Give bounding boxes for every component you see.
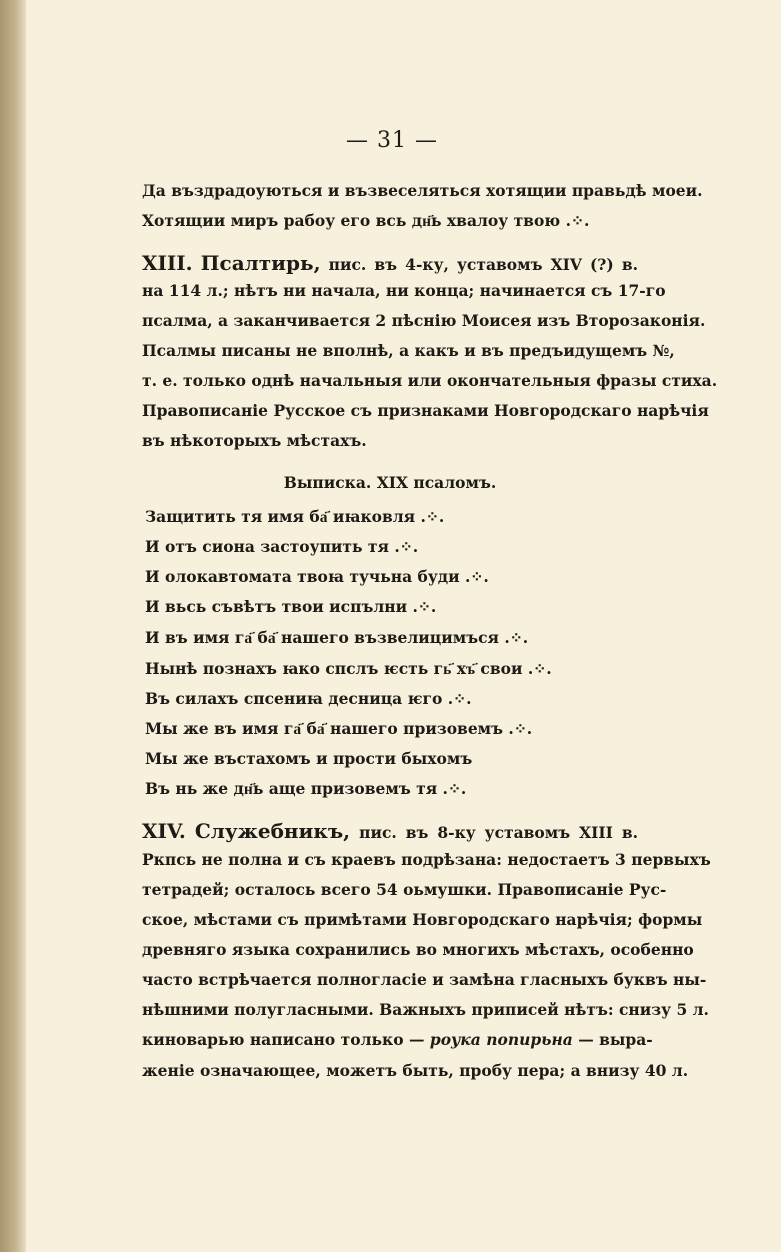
section-14-line: ское, мѣстами съ примѣтами Новгородскаго нарѣчія; формы xyxy=(142,910,703,929)
verse-line: И вьсь съвѣтъ твои испълни .⁘. xyxy=(145,597,437,616)
section-13-number: XIII. xyxy=(142,251,193,275)
section-13-line: Псалмы писаны не вполнѣ, а какъ и въ предъидущемъ №, xyxy=(142,341,675,360)
verse-line: Мы же въ имя га҃ ба҃ нашего призовемъ .⁘. xyxy=(145,719,533,738)
section-14-line: тетрадей; осталось всего 54 оьмушки. Правописаніе Рус- xyxy=(142,880,667,899)
section-14-line: нѣшними полугласными. Важныхъ приписей нѣтъ: снизу 5 л. xyxy=(142,1000,709,1019)
verse-line: Въ силахъ спсениꙗ десница ѥго .⁘. xyxy=(145,689,472,708)
section-13-title: Псалтирь, xyxy=(200,251,321,275)
extract-title: Выписка. XIX псаломъ. xyxy=(283,473,497,492)
section-13-line: псалма, а заканчивается 2 пѣснію Моисея изъ Второзаконія. xyxy=(142,311,706,330)
verse-line: И олокавтомата твоꙗ тучьна буди .⁘. xyxy=(145,567,489,586)
section-14-description-start: пис. въ 8-ку уставомъ XIII в. xyxy=(359,823,638,842)
italic-quote: роука попирьна xyxy=(429,1030,573,1049)
section-14-number: XIV. xyxy=(142,819,186,843)
verse-line: Защитить тя имя ба҃ иꙗковля .⁘. xyxy=(145,507,445,526)
page-number: — 31 — xyxy=(346,128,438,153)
intro-line-2: Хотящии миръ рабоу его всь дн҃ь хвалоу твою .⁘. xyxy=(142,211,590,230)
section-13-line: т. е. только однѣ начальныя или окончательныя фразы стиха. xyxy=(142,371,718,390)
section-14-line-with-italic xyxy=(142,1030,653,1050)
section-13-line: Правописаніе Русское съ признаками Новгородскаго нарѣчія xyxy=(142,401,709,420)
section-14-line8-start: киноварью написано только — xyxy=(142,1030,425,1049)
section-13-heading xyxy=(142,251,638,277)
section-14-line: древняго языка сохранились во многихъ мѣстахъ, особенно xyxy=(142,940,694,959)
section-14-title: Служебникъ, xyxy=(194,819,351,843)
intro-line-1: Да въздрадоуються и възвеселяться хотящии правьдѣ моеи. xyxy=(142,181,703,200)
book-spine-edge xyxy=(0,0,26,1252)
verse-line: И отъ сиона застоупить тя .⁘. xyxy=(145,537,419,556)
book-page xyxy=(142,0,718,1252)
section-13-line: на 114 л.; нѣтъ ни начала, ни конца; начинается съ 17-го xyxy=(142,281,666,300)
section-14-heading xyxy=(142,819,638,845)
verse-line: Нынѣ познахъ ꙗко спслъ ѥсть гь҃ хъ҃ свои .⁘. xyxy=(145,659,552,678)
verse-line: Въ нь же дн҃ь аще призовемъ тя .⁘. xyxy=(145,779,467,798)
verse-line: И въ имя га҃ ба҃ нашего възвелицимъся .⁘. xyxy=(145,628,529,647)
section-14-line: Ркпсь не полна и съ краевъ подрѣзана: недостаетъ 3 первыхъ xyxy=(142,850,711,869)
section-14-line: женіе означающее, можетъ быть, пробу пера; а внизу 40 л. xyxy=(142,1061,689,1080)
section-13-line: въ нѣкоторыхъ мѣстахъ. xyxy=(142,431,367,450)
section-14-line: часто встрѣчается полногласіе и замѣна гласныхъ буквъ ны- xyxy=(142,970,707,989)
section-14-line8-end: — выра- xyxy=(578,1030,653,1049)
section-13-description-start: пис. въ 4-ку, уставомъ XIV (?) в. xyxy=(328,255,638,274)
verse-line: Мы же въстахомъ и прости быхомъ xyxy=(145,749,473,768)
